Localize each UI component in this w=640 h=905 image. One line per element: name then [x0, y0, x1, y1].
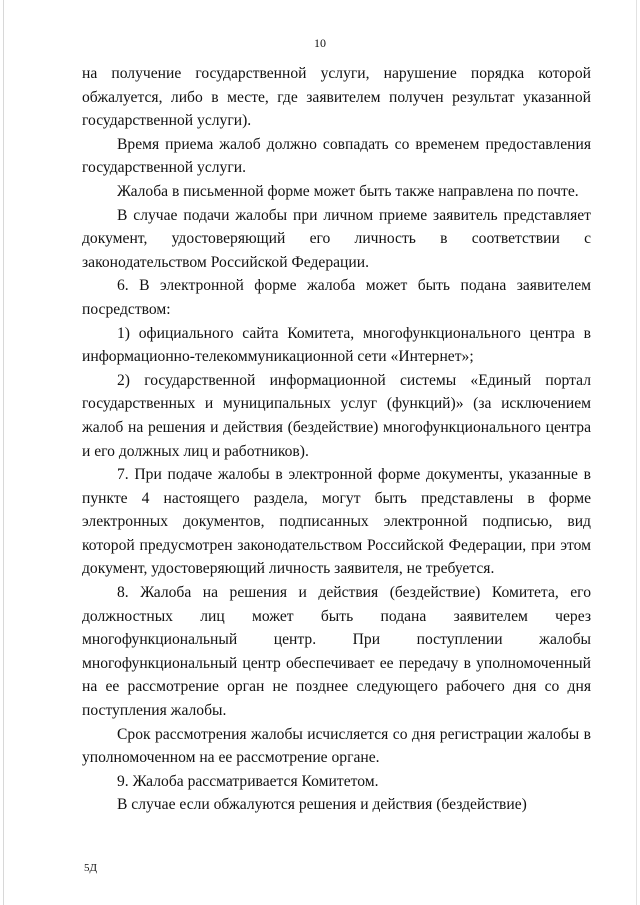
paragraph-item-6-1: 1) официального сайта Комитета, многофункционального центра в информационно-телекоммуникационной сети «Интернет»; — [82, 324, 591, 366]
paragraph-item-9: 9. Жалоба рассматривается Комитетом. — [117, 772, 379, 790]
paragraph-appeal-case: В случае если обжалуются решения и действия (бездействие) — [117, 796, 527, 814]
paragraph-reception-time: Время приема жалоб должно совпадать со временем предоставления государственной услуги. — [82, 135, 591, 177]
page-edge-left — [3, 0, 4, 905]
paragraph-item-6: 6. В электронной форме жалоба может быть подана заявителем посредством: — [82, 277, 591, 318]
paragraph-item-8: 8. Жалоба на решения и действия (бездействие) Комитета, его должностных лиц может быть подана заявителем через многофункциональный центр. При поступлении жалобы многофункциональный центр обеспечивает ее передачу в уполномоченный на ее рассмотрение орган не позднее следующего рабочего дня со дня поступления жалобы. — [82, 584, 591, 720]
page-number: 10 — [314, 36, 326, 50]
paragraph-continuation: на получение государственной услуги, нарушение порядка которой обжалуется, либо в месте, где заявителем получен результат указанной государственной услуги). — [82, 65, 591, 130]
footer-mark: 5Д — [84, 862, 98, 874]
paragraph-item-7: 7. При подаче жалобы в электронной форме документы, указанные в пункте 4 настоящего раздела, могут быть представлены в форме электронных документов, подписанных электронной подписью, вид которой предусмотрен законодательством Российской Федерации, при этом документ, удостоверяющий личность заявителя, не требуется. — [82, 466, 591, 578]
paragraph-personal-reception: В случае подачи жалобы при личном приеме заявитель представляет документ, удостоверяющий его личность в соответствии с законодательством Российской Федерации. — [82, 206, 591, 271]
page-edge-right — [636, 0, 637, 905]
paragraph-postal-complaint: Жалоба в письменной форме может быть также направлена по почте. — [117, 182, 579, 200]
paragraph-item-6-2: 2) государственной информационной системы «Единый портал государственных и муниципальных услуг (функций)» (за исключением жалоб на решения и действия (бездействие) многофункционального центра и его должных лиц и работников). — [82, 371, 591, 460]
paragraph-review-term: Срок рассмотрения жалобы исчисляется со дня регистрации жалобы в уполномоченном на ее рассмотрение органе. — [82, 725, 591, 767]
document-body — [82, 62, 591, 817]
